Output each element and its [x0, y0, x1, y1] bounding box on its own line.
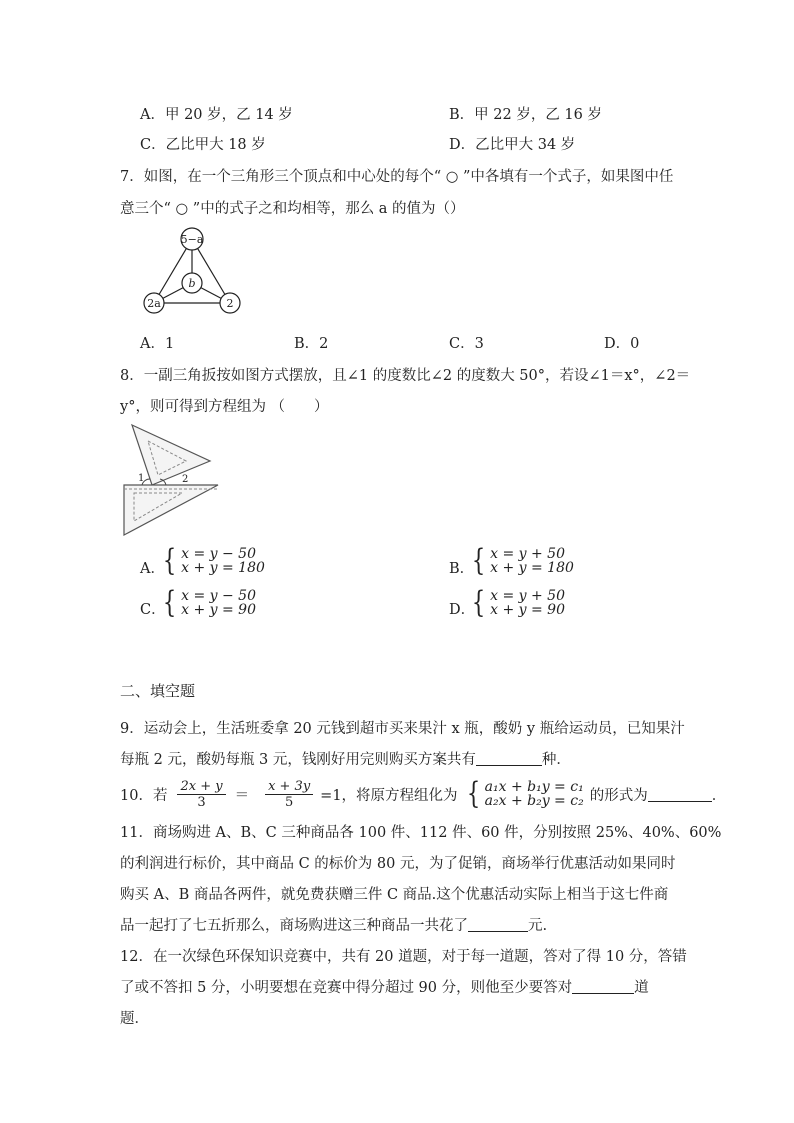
q10-fraction-2 [265, 779, 313, 810]
q10-system: { a₁x + b₁y = c₁ a₂x + b₂y = c₂ [466, 776, 584, 811]
q7-triangle-figure [138, 225, 248, 320]
q8-option-d-label: D． [449, 602, 476, 618]
q7-option-b: B．2 [294, 336, 329, 352]
q10-frac1-num: 2x + y [177, 779, 225, 795]
q11-text-line3: 购买 A、B 商品各两件，就免费获赠三件 C 商品.这个优惠活动实际上相当于这七件商 [120, 887, 669, 903]
q7-text-line1: 7．如图，在一个三角形三个顶点和中心处的每个“ ○ ”中各填有一个式子，如果图中任 [120, 169, 674, 185]
q12-text-line2 [120, 976, 649, 997]
q9-answer-blank[interactable] [476, 751, 542, 766]
q8-fig-angle1-label: 1 [138, 473, 145, 484]
q8-option-b-eq1: x = y + 50 [490, 546, 565, 562]
q8-option-d-eq1: x = y + 50 [490, 588, 565, 604]
q10-answer-blank[interactable] [648, 787, 712, 802]
q7-fig-left-label: 2a [147, 297, 161, 310]
q8-option-c-eq1: x = y − 50 [181, 588, 256, 604]
q10-sys-row2: a₂x + b₂y = c₂ [484, 793, 584, 809]
q11-text-line4 [120, 914, 547, 935]
q10-suffix: 的形式为 [589, 787, 648, 804]
q11-text-line1: 11．商场购进 A、B、C 三种商品各 100 件、112 件、60 件，分别按照 25%、40%、60% [120, 825, 722, 841]
q11-text-line4-start: 品一起打了七五折那么，商场购进这三种商品一共花了 [120, 918, 468, 934]
q10-frac1-den: 3 [197, 794, 206, 810]
q6-option-b: B．甲 22 岁，乙 16 岁 [449, 107, 602, 123]
q10-sys-row1: a₁x + b₁y = c₁ [484, 779, 584, 795]
q8-option-b-label: B． [449, 561, 475, 577]
q12-text-line2-end: 道 [634, 980, 649, 996]
q7-option-a: A．1 [140, 336, 175, 352]
q8-option-b-eq2: x + y = 180 [490, 560, 574, 576]
q9-text-line2 [120, 748, 571, 769]
q8-option-a-eq1: x = y − 50 [181, 546, 256, 562]
q12-answer-blank[interactable] [572, 979, 634, 994]
q11-text-line2: 的利润进行标价，其中商品 C 的标价为 80 元，为了促销，商场举行优惠活动如果同时 [120, 856, 676, 872]
q7-fig-right-label: 2 [226, 297, 234, 310]
q8-option-c-system: { x = y − 50 x + y = 90 [162, 585, 256, 620]
q6-option-a: A．甲 20 岁，乙 14 岁 [140, 107, 293, 123]
q10-line [120, 772, 726, 816]
q8-option-d-system: { x = y + 50 x + y = 90 [471, 585, 565, 620]
q7-text-line2: 意三个“ ○ ”中的式子之和均相等，那么 a 的值为（） [120, 201, 465, 217]
q9-text-line2-start: 每瓶 2 元，酸奶每瓶 3 元，钱刚好用完则购买方案共有 [120, 752, 476, 768]
q10-prefix: 10．若 [120, 787, 168, 804]
q8-option-b-system: { x = y + 50 x + y = 180 [471, 543, 574, 578]
q8-option-a-system: { x = y − 50 x + y = 180 [162, 543, 265, 578]
q9-text-line2-end: 种． [541, 752, 571, 768]
q12-text-line1: 12．在一次绿色环保知识竞赛中，共有 20 道题，对于每一道题，答对了得 10 分，答错 [120, 949, 687, 965]
q10-equals: ＝ [234, 787, 250, 804]
q12-text-line3: 题． [120, 1011, 149, 1027]
q8-option-a-eq2: x + y = 180 [181, 560, 265, 576]
q8-option-c-eq2: x + y = 90 [181, 602, 256, 618]
q8-option-a-label: A． [140, 561, 165, 577]
q8-set-squares-figure [120, 423, 220, 538]
q7-option-c: C．3 [449, 336, 484, 352]
q7-option-d: D．0 [604, 336, 640, 352]
q8-option-c-label: C． [140, 602, 166, 618]
q6-option-c: C．乙比甲大 18 岁 [140, 137, 266, 153]
q7-fig-top-label: 5−a [180, 233, 204, 246]
q11-text-line4-end: 元. [528, 918, 548, 934]
q11-answer-blank[interactable] [468, 917, 528, 932]
q10-frac2-den: 5 [284, 794, 294, 810]
q9-text-line1: 9．运动会上，生活班委拿 20 元钱到超市买来果汁 x 瓶，酸奶 y 瓶给运动员，已知果汁 [120, 721, 685, 737]
q7-fig-center-label: b [188, 277, 196, 290]
q10-frac2-num: x + 3y [265, 779, 313, 795]
q10-end: ． [711, 787, 727, 804]
q10-fraction-1 [177, 779, 225, 810]
q8-text-line2: y°，则可得到方程组为 （ ） [120, 399, 329, 415]
q8-option-d-eq2: x + y = 90 [490, 602, 565, 618]
q6-option-d: D．乙比甲大 34 岁 [449, 137, 576, 153]
q8-fig-angle2-label: 2 [182, 474, 189, 485]
q10-eq-one: =1，将原方程组化为 [320, 787, 458, 804]
section-title-fill-in: 二、填空题 [120, 682, 196, 700]
q8-text-line1: 8．一副三角扳按如图方式摆放，且∠1 的度数比∠2 的度数大 50°，若设∠1＝x°，∠2＝ [120, 368, 691, 384]
q12-text-line2-start: 了或不答扣 5 分，小明要想在竞赛中得分超过 90 分，则他至少要答对 [120, 980, 573, 996]
